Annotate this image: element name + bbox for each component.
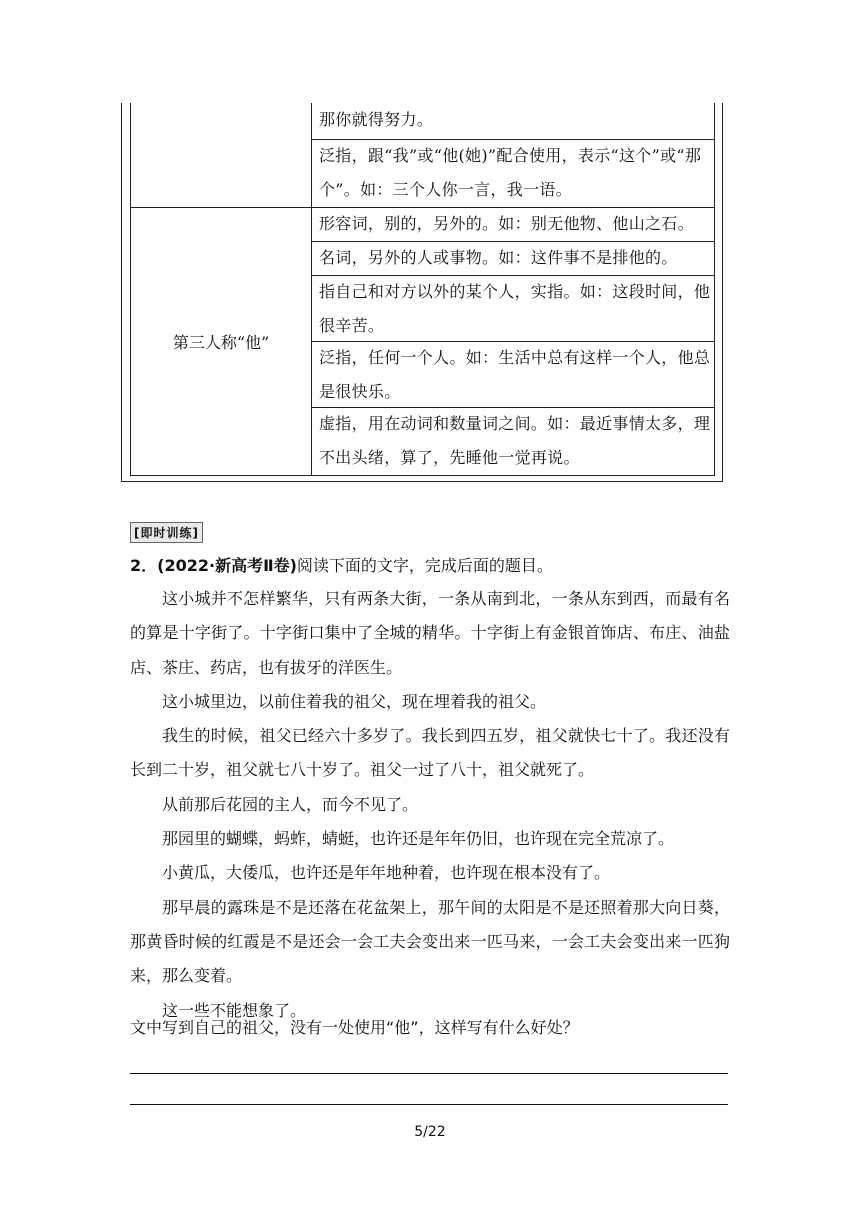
passage-paragraph: 这一些不能想象了。 bbox=[162, 1000, 307, 1020]
usage-table bbox=[130, 103, 715, 476]
reading-passage bbox=[130, 582, 730, 1028]
passage-paragraph: 那早晨的露珠是不是还落在花盆架上，那午间的太阳是不是还照着那大向日葵，那黄昏时候的红霞是不是还会一会工夫会变出来一匹马来，一会工夫会变出来一匹狗来，那么变着。 bbox=[130, 897, 730, 986]
passage-paragraph: 我生的时候，祖父已经六十多岁了。我长到四五岁，祖父就快七十了。我还没有长到二十岁，祖父就七八十岁了。祖父一过了八十，祖父就死了。 bbox=[130, 726, 730, 780]
answer-line bbox=[130, 1104, 728, 1105]
table-cell: 名词，另外的人或事物。如：这件事不是排他的。 bbox=[319, 248, 678, 267]
passage-paragraph: 小黄瓜，大倭瓜，也许还是年年地种着，也许现在根本没有了。 bbox=[162, 863, 611, 883]
table-cell: 那你就得努力。 bbox=[319, 110, 434, 129]
passage-paragraph: 那园里的蝴蝶，蚂蚱，蜻蜓，也许还是年年仍旧，也许现在完全荒凉了。 bbox=[162, 829, 675, 849]
table-cell: 形容词，别的，另外的。如：别无他物、他山之石。 bbox=[319, 214, 694, 233]
table-outer-frame bbox=[121, 103, 723, 482]
question-source: (2022·新高考Ⅱ卷) bbox=[157, 556, 297, 575]
section-badge-label: 即时训练 bbox=[140, 526, 193, 540]
question-heading bbox=[130, 553, 730, 576]
question-number: 2． bbox=[130, 556, 158, 575]
page-number: 5/22 bbox=[414, 1124, 446, 1140]
passage-paragraph: 这小城并不怎样繁华，只有两条大街，一条从南到北，一条从东到西，而最有名的算是十字街了。十字街口集中了全城的精华。十字街上有金银首饰店、布庄、油盐店、茶庄、药店，也有拔牙的洋医生。 bbox=[130, 589, 730, 677]
passage-paragraph: 这小城里边，以前住着我的祖父，现在埋着我的祖父。 bbox=[162, 691, 547, 711]
table-cell: 泛指，任何一个人。如：生活中总有这样一个人，他总是很快乐。 bbox=[319, 348, 711, 401]
table-cell: 泛指，跟“我”或“他(她)”配合使用，表示“这个”或“那个”。如：三个人你一言，我一语。 bbox=[319, 146, 702, 199]
passage-paragraph: 从前那后花园的主人，而今不见了。 bbox=[162, 794, 419, 814]
table-cell: 指自己和对方以外的某个人，实指。如：这段时间，他很辛苦。 bbox=[319, 282, 711, 335]
table-group-label: 第三人称“他” bbox=[172, 332, 270, 352]
section-badge: [即时训练] bbox=[130, 522, 203, 543]
table-cell: 虚指，用在动词和数量词之间。如：最近事情太多，理不出头绪，算了，先睡他一觉再说。 bbox=[319, 414, 711, 467]
answer-line bbox=[130, 1073, 728, 1074]
question-text: 阅读下面的文字，完成后面的题目。 bbox=[296, 556, 553, 575]
table-column-divider bbox=[311, 103, 312, 475]
question-prompt: 文中写到自己的祖父，没有一处使用“他”，这样写有什么好处？ bbox=[130, 1018, 579, 1037]
